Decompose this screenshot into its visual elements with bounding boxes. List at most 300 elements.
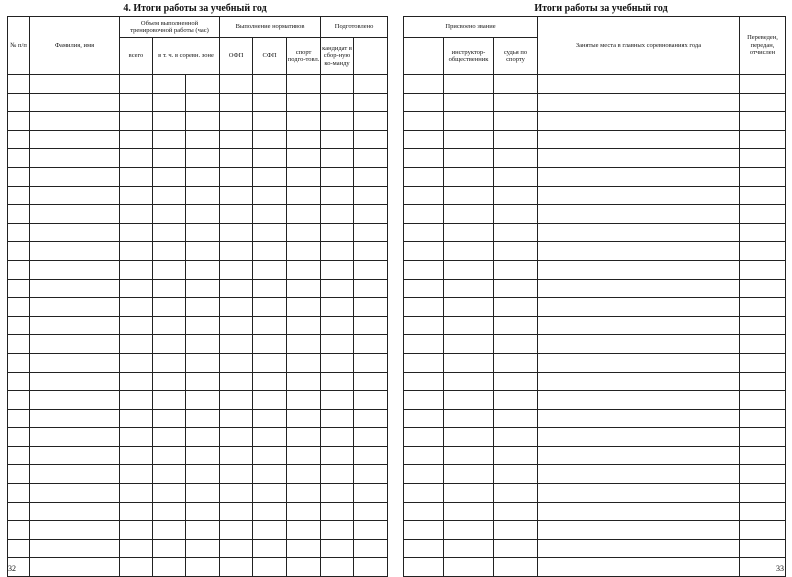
table-cell[interactable] [30, 484, 120, 503]
table-cell[interactable] [494, 186, 538, 205]
table-cell[interactable] [538, 279, 740, 298]
table-cell[interactable] [30, 502, 120, 521]
table-cell[interactable] [120, 130, 153, 149]
table-cell[interactable] [220, 298, 253, 317]
table-cell[interactable] [494, 335, 538, 354]
table-cell[interactable] [404, 186, 444, 205]
table-cell[interactable] [253, 391, 287, 410]
table-cell[interactable] [740, 502, 786, 521]
table-cell[interactable] [220, 93, 253, 112]
table-cell[interactable] [120, 223, 153, 242]
table-cell[interactable] [120, 75, 153, 94]
table-cell[interactable] [494, 260, 538, 279]
table-cell[interactable] [30, 242, 120, 261]
table-cell[interactable] [354, 484, 388, 503]
table-cell[interactable] [287, 446, 321, 465]
table-cell[interactable] [220, 465, 253, 484]
table-cell[interactable] [186, 130, 220, 149]
table-cell[interactable] [404, 130, 444, 149]
table-cell[interactable] [404, 316, 444, 335]
table-cell[interactable] [120, 521, 153, 540]
table-cell[interactable] [740, 260, 786, 279]
table-cell[interactable] [186, 409, 220, 428]
table-cell[interactable] [253, 186, 287, 205]
table-cell[interactable] [444, 446, 494, 465]
table-cell[interactable] [220, 391, 253, 410]
table-cell[interactable] [444, 186, 494, 205]
table-cell[interactable] [287, 539, 321, 558]
table-cell[interactable] [8, 75, 30, 94]
table-cell[interactable] [444, 372, 494, 391]
table-cell[interactable] [186, 502, 220, 521]
table-cell[interactable] [220, 484, 253, 503]
table-cell[interactable] [153, 167, 186, 186]
table-cell[interactable] [494, 223, 538, 242]
table-cell[interactable] [8, 465, 30, 484]
table-cell[interactable] [120, 465, 153, 484]
table-cell[interactable] [186, 316, 220, 335]
table-cell[interactable] [321, 75, 354, 94]
table-cell[interactable] [354, 149, 388, 168]
table-cell[interactable] [30, 558, 120, 577]
table-cell[interactable] [404, 93, 444, 112]
table-cell[interactable] [120, 484, 153, 503]
table-cell[interactable] [404, 502, 444, 521]
table-cell[interactable] [321, 372, 354, 391]
table-cell[interactable] [354, 465, 388, 484]
table-cell[interactable] [253, 298, 287, 317]
table-cell[interactable] [494, 465, 538, 484]
table-cell[interactable] [321, 391, 354, 410]
table-cell[interactable] [153, 521, 186, 540]
table-cell[interactable] [494, 502, 538, 521]
table-cell[interactable] [220, 186, 253, 205]
table-cell[interactable] [321, 223, 354, 242]
table-cell[interactable] [220, 372, 253, 391]
table-cell[interactable] [287, 205, 321, 224]
table-cell[interactable] [404, 465, 444, 484]
table-cell[interactable] [740, 335, 786, 354]
table-cell[interactable] [8, 335, 30, 354]
table-cell[interactable] [444, 205, 494, 224]
table-cell[interactable] [220, 242, 253, 261]
table-cell[interactable] [538, 521, 740, 540]
table-cell[interactable] [186, 558, 220, 577]
table-cell[interactable] [321, 502, 354, 521]
table-cell[interactable] [153, 465, 186, 484]
table-cell[interactable] [8, 539, 30, 558]
table-cell[interactable] [354, 93, 388, 112]
table-cell[interactable] [321, 539, 354, 558]
table-cell[interactable] [8, 409, 30, 428]
table-cell[interactable] [494, 75, 538, 94]
table-cell[interactable] [253, 465, 287, 484]
table-cell[interactable] [186, 446, 220, 465]
table-cell[interactable] [8, 223, 30, 242]
table-cell[interactable] [186, 186, 220, 205]
table-cell[interactable] [287, 391, 321, 410]
table-cell[interactable] [321, 428, 354, 447]
table-cell[interactable] [444, 298, 494, 317]
table-cell[interactable] [8, 316, 30, 335]
table-cell[interactable] [30, 75, 120, 94]
table-cell[interactable] [740, 112, 786, 131]
table-cell[interactable] [494, 484, 538, 503]
table-cell[interactable] [30, 372, 120, 391]
table-cell[interactable] [404, 205, 444, 224]
table-cell[interactable] [287, 335, 321, 354]
table-cell[interactable] [444, 149, 494, 168]
table-cell[interactable] [404, 242, 444, 261]
table-cell[interactable] [538, 539, 740, 558]
table-cell[interactable] [287, 223, 321, 242]
table-cell[interactable] [186, 279, 220, 298]
table-cell[interactable] [8, 112, 30, 131]
table-cell[interactable] [8, 167, 30, 186]
table-cell[interactable] [8, 242, 30, 261]
table-cell[interactable] [8, 372, 30, 391]
table-cell[interactable] [220, 75, 253, 94]
table-cell[interactable] [321, 298, 354, 317]
table-cell[interactable] [8, 353, 30, 372]
table-cell[interactable] [186, 298, 220, 317]
table-cell[interactable] [8, 149, 30, 168]
table-cell[interactable] [153, 446, 186, 465]
table-cell[interactable] [153, 260, 186, 279]
table-cell[interactable] [120, 112, 153, 131]
table-cell[interactable] [30, 223, 120, 242]
table-cell[interactable] [287, 130, 321, 149]
table-cell[interactable] [444, 409, 494, 428]
table-cell[interactable] [186, 353, 220, 372]
table-cell[interactable] [444, 279, 494, 298]
table-cell[interactable] [220, 223, 253, 242]
table-cell[interactable] [538, 316, 740, 335]
table-cell[interactable] [253, 242, 287, 261]
table-cell[interactable] [153, 484, 186, 503]
table-cell[interactable] [494, 446, 538, 465]
table-cell[interactable] [444, 167, 494, 186]
table-cell[interactable] [538, 205, 740, 224]
table-cell[interactable] [444, 391, 494, 410]
table-cell[interactable] [253, 502, 287, 521]
table-cell[interactable] [354, 260, 388, 279]
table-cell[interactable] [494, 428, 538, 447]
table-cell[interactable] [287, 298, 321, 317]
table-cell[interactable] [321, 335, 354, 354]
table-cell[interactable] [153, 298, 186, 317]
table-cell[interactable] [538, 446, 740, 465]
table-cell[interactable] [186, 223, 220, 242]
table-cell[interactable] [186, 465, 220, 484]
table-cell[interactable] [444, 539, 494, 558]
table-cell[interactable] [153, 502, 186, 521]
table-cell[interactable] [120, 428, 153, 447]
table-cell[interactable] [740, 279, 786, 298]
table-cell[interactable] [220, 409, 253, 428]
table-cell[interactable] [740, 428, 786, 447]
table-cell[interactable] [494, 372, 538, 391]
table-cell[interactable] [444, 502, 494, 521]
table-cell[interactable] [740, 186, 786, 205]
table-cell[interactable] [253, 353, 287, 372]
table-cell[interactable] [30, 316, 120, 335]
table-cell[interactable] [444, 353, 494, 372]
table-cell[interactable] [153, 353, 186, 372]
table-cell[interactable] [220, 335, 253, 354]
table-cell[interactable] [153, 391, 186, 410]
table-cell[interactable] [120, 242, 153, 261]
table-cell[interactable] [538, 130, 740, 149]
table-cell[interactable] [253, 409, 287, 428]
table-cell[interactable] [287, 484, 321, 503]
table-cell[interactable] [354, 502, 388, 521]
table-cell[interactable] [404, 279, 444, 298]
table-cell[interactable] [120, 205, 153, 224]
table-cell[interactable] [494, 391, 538, 410]
table-cell[interactable] [253, 446, 287, 465]
table-cell[interactable] [538, 186, 740, 205]
table-cell[interactable] [740, 242, 786, 261]
table-cell[interactable] [153, 130, 186, 149]
table-cell[interactable] [354, 428, 388, 447]
table-cell[interactable] [444, 75, 494, 94]
table-cell[interactable] [30, 149, 120, 168]
table-cell[interactable] [354, 558, 388, 577]
table-cell[interactable] [494, 130, 538, 149]
table-cell[interactable] [253, 260, 287, 279]
table-cell[interactable] [186, 521, 220, 540]
table-cell[interactable] [220, 279, 253, 298]
table-cell[interactable] [186, 484, 220, 503]
table-cell[interactable] [287, 93, 321, 112]
table-cell[interactable] [354, 112, 388, 131]
table-cell[interactable] [404, 223, 444, 242]
table-cell[interactable] [220, 428, 253, 447]
table-cell[interactable] [30, 428, 120, 447]
table-cell[interactable] [444, 93, 494, 112]
table-cell[interactable] [444, 428, 494, 447]
table-cell[interactable] [494, 242, 538, 261]
table-cell[interactable] [287, 409, 321, 428]
table-cell[interactable] [321, 409, 354, 428]
table-cell[interactable] [220, 353, 253, 372]
table-cell[interactable] [321, 484, 354, 503]
table-cell[interactable] [253, 521, 287, 540]
table-cell[interactable] [30, 130, 120, 149]
table-cell[interactable] [186, 167, 220, 186]
table-cell[interactable] [220, 112, 253, 131]
table-cell[interactable] [538, 465, 740, 484]
table-cell[interactable] [153, 186, 186, 205]
table-cell[interactable] [538, 502, 740, 521]
table-cell[interactable] [444, 335, 494, 354]
table-cell[interactable] [740, 391, 786, 410]
table-cell[interactable] [287, 521, 321, 540]
table-cell[interactable] [220, 167, 253, 186]
table-cell[interactable] [321, 149, 354, 168]
table-cell[interactable] [287, 75, 321, 94]
table-cell[interactable] [740, 521, 786, 540]
table-cell[interactable] [153, 149, 186, 168]
table-cell[interactable] [120, 93, 153, 112]
table-cell[interactable] [287, 279, 321, 298]
table-cell[interactable] [220, 521, 253, 540]
table-cell[interactable] [30, 186, 120, 205]
table-cell[interactable] [321, 205, 354, 224]
table-cell[interactable] [253, 93, 287, 112]
table-cell[interactable] [253, 558, 287, 577]
table-cell[interactable] [740, 223, 786, 242]
table-cell[interactable] [287, 353, 321, 372]
table-cell[interactable] [444, 484, 494, 503]
table-cell[interactable] [120, 149, 153, 168]
table-cell[interactable] [354, 372, 388, 391]
table-cell[interactable] [444, 112, 494, 131]
table-cell[interactable] [404, 558, 444, 577]
table-cell[interactable] [740, 539, 786, 558]
table-cell[interactable] [404, 539, 444, 558]
table-cell[interactable] [8, 279, 30, 298]
table-cell[interactable] [354, 242, 388, 261]
table-cell[interactable] [120, 167, 153, 186]
table-cell[interactable] [120, 335, 153, 354]
table-cell[interactable] [186, 260, 220, 279]
table-cell[interactable] [253, 205, 287, 224]
table-cell[interactable] [354, 391, 388, 410]
table-cell[interactable] [30, 260, 120, 279]
table-cell[interactable] [8, 484, 30, 503]
table-cell[interactable] [287, 428, 321, 447]
table-cell[interactable] [253, 167, 287, 186]
table-cell[interactable] [186, 242, 220, 261]
table-cell[interactable] [740, 446, 786, 465]
table-cell[interactable] [494, 316, 538, 335]
table-cell[interactable] [153, 223, 186, 242]
table-cell[interactable] [404, 521, 444, 540]
table-cell[interactable] [494, 149, 538, 168]
table-cell[interactable] [740, 409, 786, 428]
table-cell[interactable] [354, 130, 388, 149]
table-cell[interactable] [120, 186, 153, 205]
table-cell[interactable] [444, 316, 494, 335]
table-cell[interactable] [444, 223, 494, 242]
table-cell[interactable] [740, 484, 786, 503]
table-cell[interactable] [404, 409, 444, 428]
table-cell[interactable] [8, 446, 30, 465]
table-cell[interactable] [354, 205, 388, 224]
table-cell[interactable] [538, 167, 740, 186]
table-cell[interactable] [220, 502, 253, 521]
table-cell[interactable] [30, 205, 120, 224]
table-cell[interactable] [321, 465, 354, 484]
table-cell[interactable] [538, 372, 740, 391]
table-cell[interactable] [120, 391, 153, 410]
table-cell[interactable] [538, 112, 740, 131]
table-cell[interactable] [287, 242, 321, 261]
table-cell[interactable] [30, 167, 120, 186]
table-cell[interactable] [253, 130, 287, 149]
table-cell[interactable] [120, 372, 153, 391]
table-cell[interactable] [538, 353, 740, 372]
table-cell[interactable] [538, 242, 740, 261]
table-cell[interactable] [8, 428, 30, 447]
table-cell[interactable] [287, 372, 321, 391]
table-cell[interactable] [253, 223, 287, 242]
table-cell[interactable] [287, 112, 321, 131]
table-cell[interactable] [740, 93, 786, 112]
table-cell[interactable] [8, 130, 30, 149]
table-cell[interactable] [253, 316, 287, 335]
table-cell[interactable] [186, 93, 220, 112]
table-cell[interactable] [444, 521, 494, 540]
table-cell[interactable] [494, 409, 538, 428]
table-cell[interactable] [220, 316, 253, 335]
table-cell[interactable] [321, 242, 354, 261]
table-cell[interactable] [321, 130, 354, 149]
table-cell[interactable] [321, 186, 354, 205]
table-cell[interactable] [253, 539, 287, 558]
table-cell[interactable] [120, 298, 153, 317]
table-cell[interactable] [321, 558, 354, 577]
table-cell[interactable] [354, 353, 388, 372]
table-cell[interactable] [253, 279, 287, 298]
table-cell[interactable] [404, 446, 444, 465]
table-cell[interactable] [494, 205, 538, 224]
table-cell[interactable] [186, 335, 220, 354]
table-cell[interactable] [186, 391, 220, 410]
table-cell[interactable] [220, 446, 253, 465]
table-cell[interactable] [186, 75, 220, 94]
table-cell[interactable] [494, 279, 538, 298]
table-cell[interactable] [153, 335, 186, 354]
table-cell[interactable] [253, 149, 287, 168]
table-cell[interactable] [404, 75, 444, 94]
table-cell[interactable] [404, 335, 444, 354]
table-cell[interactable] [30, 93, 120, 112]
table-cell[interactable] [740, 353, 786, 372]
table-cell[interactable] [186, 372, 220, 391]
table-cell[interactable] [538, 260, 740, 279]
table-cell[interactable] [287, 186, 321, 205]
table-cell[interactable] [8, 260, 30, 279]
table-cell[interactable] [354, 335, 388, 354]
table-cell[interactable] [494, 353, 538, 372]
table-cell[interactable] [287, 316, 321, 335]
table-cell[interactable] [30, 353, 120, 372]
table-cell[interactable] [186, 149, 220, 168]
table-cell[interactable] [354, 223, 388, 242]
table-cell[interactable] [153, 428, 186, 447]
table-cell[interactable] [740, 298, 786, 317]
table-cell[interactable] [354, 539, 388, 558]
table-cell[interactable] [30, 112, 120, 131]
table-cell[interactable] [30, 521, 120, 540]
table-cell[interactable] [30, 446, 120, 465]
table-cell[interactable] [8, 93, 30, 112]
table-cell[interactable] [153, 316, 186, 335]
table-cell[interactable] [120, 316, 153, 335]
table-cell[interactable] [120, 279, 153, 298]
table-cell[interactable] [30, 298, 120, 317]
table-cell[interactable] [354, 75, 388, 94]
table-cell[interactable] [220, 130, 253, 149]
table-cell[interactable] [494, 298, 538, 317]
table-cell[interactable] [220, 539, 253, 558]
table-cell[interactable] [354, 167, 388, 186]
table-cell[interactable] [404, 260, 444, 279]
table-cell[interactable] [120, 558, 153, 577]
